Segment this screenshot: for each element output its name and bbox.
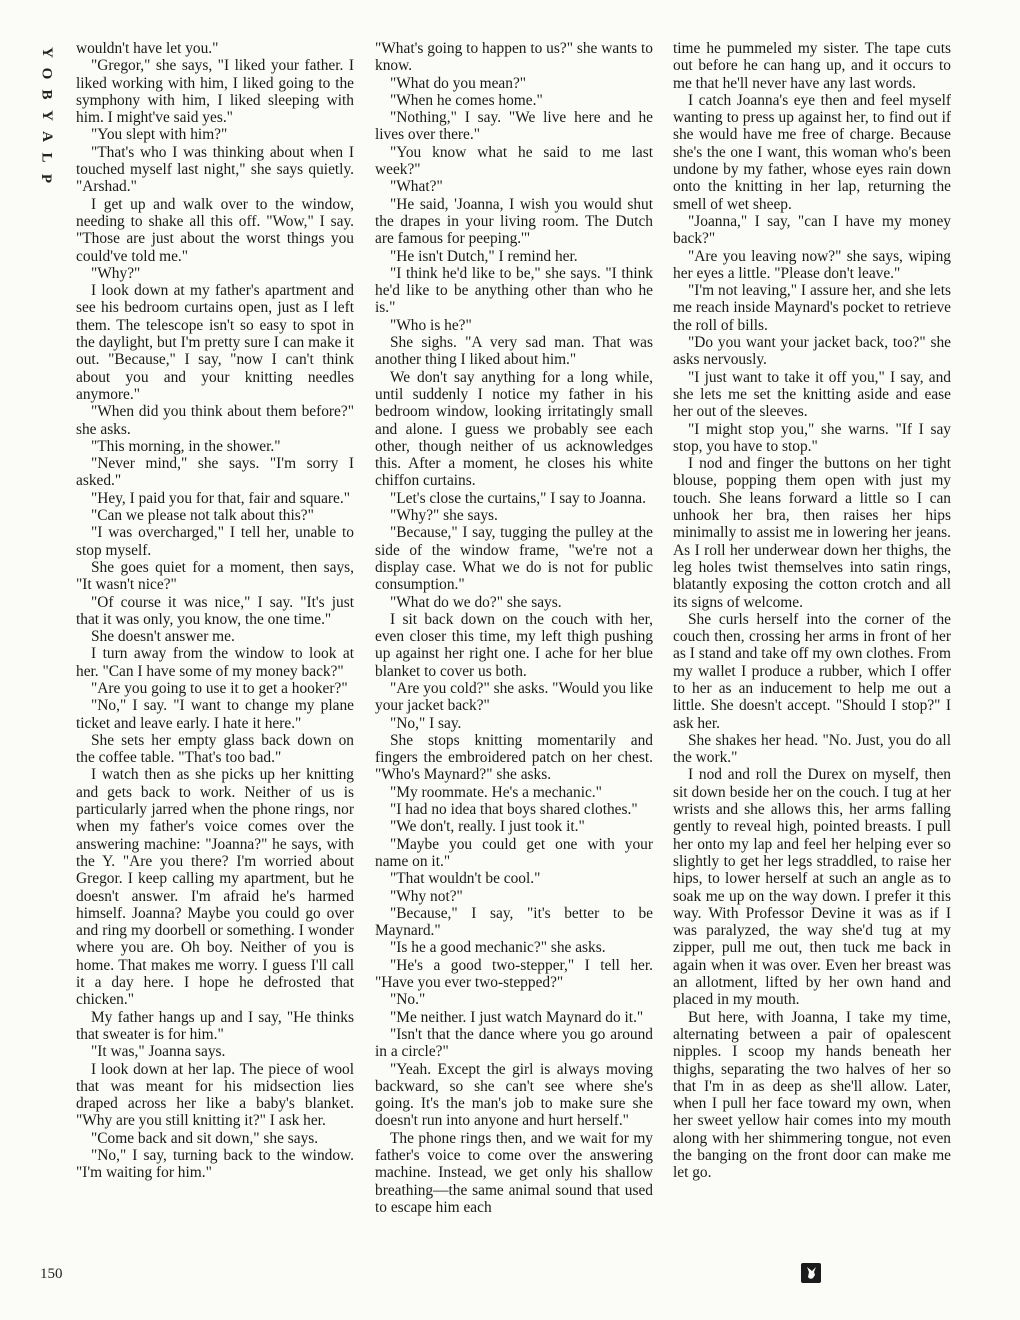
rabbit-head-end-mark-icon (801, 1263, 821, 1283)
story-paragraph: I sit back down on the couch with her, even closer this time, my left thigh pushing up against her right one. I ache for her blue blanket to cover us both. (375, 610, 653, 680)
magazine-masthead-vertical (36, 44, 56, 187)
story-paragraph: "Let's close the curtains," I say to Joanna. (390, 489, 646, 507)
story-paragraph: "Is he a good mechanic?" she asks. (390, 939, 606, 957)
story-paragraph: "Maybe you could get one with your name on it." (375, 835, 653, 870)
story-paragraph: I look down at my father's apartment and see his bedroom curtains open, just as I left them. The telescope isn't so easy to spot in the daylight, but I'm pretty sure I can make it out. "Because," I say, "now I can't think about you and your knitting needles anymore." (76, 282, 354, 403)
story-paragraph: We don't say anything for a long while, until suddenly I notice my father in his bedroom window, looking irritatingly small and alone. I guess we probably see each other, though neither of us acknowledges this. After a moment, he closes his white chiffon curtains. (375, 368, 653, 490)
story-paragraph: "Can we please not talk about this?" (91, 507, 314, 525)
story-paragraph: "It was," Joanna says. (91, 1043, 226, 1061)
story-paragraph: She stops knitting momentarily and fingers the embroidered patch on her chest. "Who's Maynard?" she asks. (375, 731, 653, 784)
story-paragraph: "What do you mean?" (390, 74, 527, 92)
masthead-letter: Y (38, 110, 55, 121)
story-paragraph: I watch then as she picks up her knitting and gets back to work. Neither of us is particularly jarred when the phone rings, nor when my father's voice comes over the answering machine: "Joanna?" he says, with the Y. "Are you there? I'm worried about Gregor. I keep calling my apartment, but he doesn't answer. I'm afraid he's harmed himself. Joanna? Maybe you could go over and ring my doorbell or something. I wonder where you are. Oh boy. Neither of you is home. That makes me worry. I guess I'll call it a day here. I hope he defrosted that chicken." (76, 766, 354, 1009)
masthead-letter: A (38, 131, 55, 142)
story-paragraph: "Joanna," I say, "can I have my money back?" (673, 212, 951, 248)
story-paragraph: "What?" (390, 178, 443, 196)
story-paragraph: My father hangs up and I say, "He thinks that sweater is for him." (76, 1008, 354, 1043)
story-paragraph: She sets her empty glass back down on the coffee table. "That's too bad." (76, 731, 354, 767)
story-paragraph: The phone rings then, and we wait for my father's voice to come over the answering machine. Instead, we get only his shallow breathing—the same animal sound that used to escape him each (375, 1129, 653, 1216)
story-paragraph: "When he comes home." (390, 91, 543, 109)
story-paragraph: "Nothing," I say. "We live here and he lives over there." (375, 109, 653, 144)
story-paragraph: "Do you want your jacket back, too?" she asks nervously. (673, 334, 951, 369)
story-paragraph: "I think he'd like to be," she says. "I think he'd like to be anything other than who he is." (375, 264, 653, 317)
story-paragraph: I get up and walk over to the window, needing to shake all this off. "Wow," I say. "Those are just about the worst things you could've told me." (76, 195, 354, 265)
story-paragraph: "Of course it was nice," I say. "It's just that it was only, you know, the one time." (76, 593, 354, 628)
story-paragraph: "I was overcharged," I tell her, unable to stop myself. (76, 524, 354, 559)
story-paragraph: I turn away from the window to look at her. "Can I have some of my money back?" (76, 645, 354, 680)
masthead-letter: O (38, 67, 55, 80)
story-paragraph: "No," I say. "I want to change my plane ticket and leave early. I hate it here." (76, 697, 354, 732)
story-paragraph: "He said, 'Joanna, I wish you would shut the drapes in your living room. The Dutch are famous for peeping.'" (375, 195, 653, 248)
story-paragraph: She shakes her head. "No. Just, you do all the work." (673, 731, 951, 767)
story-paragraph: "Gregor," she says, "I liked your father. I liked working with him, I liked going to the symphony with him, I liked sleeping with him. I might've said yes." (76, 57, 354, 127)
story-paragraph: "He isn't Dutch," I remind her. (390, 247, 578, 265)
story-paragraph: I nod and finger the buttons on her tight blouse, popping them open with just my touch. She leans forward a little so I can unhook her bra, then raises her hips minimally to assist me in lowering her jeans. As I roll her underwear down her thighs, the leg holes twist themselves into satin rings, blatantly exposing the cotton crotch and all its signs of welcome. (673, 455, 951, 611)
story-paragraph: "This morning, in the shower." (91, 437, 281, 455)
story-paragraph: "What's going to happen to us?" she wants to know. (375, 40, 653, 75)
story-paragraph: "Why not?" (390, 887, 463, 905)
story-paragraph: She doesn't answer me. (91, 628, 235, 646)
story-paragraph: wouldn't have let you." (76, 40, 219, 57)
story-paragraph: "When did you think about them before?" she asks. (76, 403, 354, 438)
story-paragraph: "I had no idea that boys shared clothes." (390, 801, 638, 819)
story-paragraph: I look down at her lap. The piece of wool that was meant for his midsection lies draped across her like a baby's blanket. "Why are you still knitting it?" I ask her. (76, 1060, 354, 1130)
story-paragraph: "Hey, I paid you for that, fair and square." (91, 489, 351, 507)
story-paragraph: "I might stop you," she warns. "If I say stop, you have to stop." (673, 420, 951, 455)
story-paragraph: "Me neither. I just watch Maynard do it." (390, 1008, 644, 1026)
story-paragraph: "Never mind," she says. "I'm sorry I asked." (76, 455, 354, 490)
masthead-letter: Y (38, 47, 55, 58)
story-paragraph: "Are you going to use it to get a hooker?" (91, 679, 348, 697)
story-paragraph: "No," I say. (390, 714, 462, 732)
story-paragraph: "He's a good two-stepper," I tell her. "Have you ever two-stepped?" (375, 956, 653, 992)
story-paragraph: time he pummeled my sister. The tape cuts out before he can hang up, and it occurs to me that he'll never have any last words. (673, 40, 951, 92)
story-paragraph: "Come back and sit down," she says. (91, 1129, 319, 1147)
text-column-2 (375, 40, 653, 1216)
masthead-letter: L (38, 152, 55, 163)
story-paragraph: She goes quiet for a moment, then says, "It wasn't nice?" (76, 558, 354, 594)
story-paragraph: "What do we do?" she says. (390, 593, 562, 611)
story-paragraph: "No," I say, turning back to the window. "I'm waiting for him." (76, 1147, 354, 1182)
story-paragraph: "You know what he said to me last week?" (375, 143, 653, 179)
story-paragraph: "Who is he?" (390, 316, 472, 334)
story-paragraph: "You slept with him?" (91, 126, 228, 144)
story-paragraph: "That's who I was thinking about when I touched myself last night," she says quietly. "Arshad." (76, 143, 354, 196)
story-paragraph: "No." (390, 991, 426, 1009)
story-paragraph: "My roommate. He's a mechanic." (390, 783, 602, 801)
story-paragraph: "Isn't that the dance where you go around in a circle?" (375, 1025, 653, 1061)
masthead-letter: P (38, 173, 55, 184)
story-paragraph: "I'm not leaving," I assure her, and she lets me reach inside Maynard's pocket to retrieve the roll of bills. (673, 282, 951, 334)
story-paragraph: "Why?" she says. (390, 507, 498, 525)
story-paragraph: "Because," I say, tugging the pulley at the side of the window frame, "we're not a display case. What we do is not for public consumption." (375, 524, 653, 594)
story-paragraph: "I just want to take it off you," I say, and she lets me set the knitting aside and ease her out of the sleeves. (673, 368, 951, 421)
story-paragraph: "That wouldn't be cool." (390, 870, 541, 888)
story-paragraph: "Are you leaving now?" she says, wiping her eyes a little. "Please don't leave." (673, 247, 951, 282)
story-paragraph: "Are you cold?" she asks. "Would you like your jacket back?" (375, 679, 653, 715)
story-paragraph: "Yeah. Except the girl is always moving backward, so she can't see where she's going. It's the man's job to make sure she doesn't run into anyone and hurt herself." (375, 1060, 653, 1130)
story-paragraph: But here, with Joanna, I take my time, alternating between a pair of opalescent nipples. I scoop my hands beneath her thighs, separating the two halves of her so that I'm in as deep as she'll allow. Later, when I pull her face toward my own, when her sweet yellow hair comes into my mouth along with her shimmering tongue, not even the banging on the front door can make me let go. (673, 1008, 951, 1182)
masthead-letter: B (38, 89, 55, 100)
story-paragraph: She curls herself into the corner of the couch then, crossing her arms in front of her as I stand and take off my own clothes. From my wallet I produce a rubber, which I offer to her as an inducement to help me out a little. She doesn't accept. "Should I stop?" I ask her. (673, 610, 951, 732)
story-paragraph: I nod and roll the Durex on myself, then sit down beside her on the couch. I tug at her wrists and she allows this, her arms falling gently to reveal high, pointed breasts. I pull her onto my lap and feel her helping ever so slightly to get her legs straddled, to raise her hips, to lower herself at such an angle as to soak me up on the way down. I prefer it this way. With Professor Devine it was as if I was paralyzed, the way she'd tug at my zipper, pull me out, then tuck me back in again when it was over. Even her breast was an allotment, lifted by her own hand and placed in my mouth. (673, 766, 951, 1009)
story-paragraph: She sighs. "A very sad man. That was another thing I liked about him." (375, 334, 653, 369)
text-column-1 (76, 40, 354, 1182)
page-number: 150 (40, 1266, 63, 1282)
story-paragraph: "Because," I say, "it's better to be Maynard." (375, 904, 653, 940)
text-column-3 (673, 40, 951, 1182)
story-paragraph: "We don't, really. I just took it." (390, 818, 585, 836)
story-paragraph: I catch Joanna's eye then and feel myself wanting to press up against her, to find out if she would have me free of charge. Because she's the one I want, this woman who's been undone by my father, whose eyes rain down onto the knitting in her lap, returning the smell of wet sheep. (673, 91, 951, 213)
story-paragraph: "Why?" (91, 264, 141, 282)
